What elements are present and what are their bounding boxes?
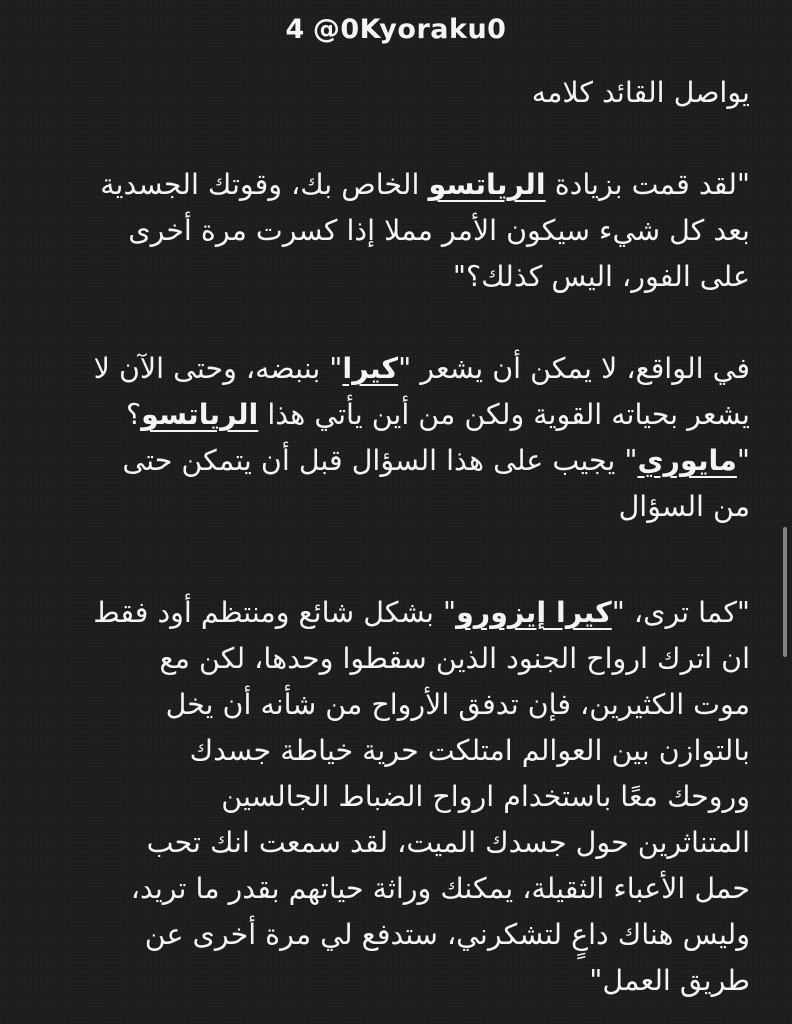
text-line [60, 590, 750, 636]
text-line: حمل الأعباء الثقيلة، يمكنك وراثة حياتهم بقدر ما تريد، [130, 872, 750, 905]
text-segment: " بشكل شائع ومنتظم أود فقط [93, 596, 457, 629]
note-body[interactable] [60, 70, 750, 1004]
text-line [60, 438, 750, 484]
text-line: من السؤال [618, 490, 750, 523]
page-number: 4 [285, 14, 305, 45]
text-line: على الفور، اليس كذلك؟" [452, 260, 750, 293]
text-segment: ؟ [125, 398, 142, 431]
text-line: ان اترك ارواح الجنود الذين سقطوا وحدها، لكن مع [159, 642, 750, 675]
author-handle: @0Kyoraku0 [312, 14, 507, 45]
text-line: المتناثرين حول جسدك الميت، لقد سمعت انك تحب [146, 826, 750, 859]
paragraph-gap [60, 116, 750, 162]
text-line: بالتوازن بين العوالم امتلكت حرية خياطة جسدك [189, 734, 750, 767]
paragraph-3 [60, 590, 750, 1004]
text-segment: " يجيب على هذا السؤال قبل أن يتمكن حتى [122, 444, 638, 477]
text-segment: " [736, 444, 750, 477]
name-mayuri: مايوري [637, 444, 737, 477]
paragraph-gap [60, 530, 750, 576]
text-line [60, 162, 750, 208]
text-segment: يشعر بحياته القوية ولكن من أين يأتي هذا [258, 398, 750, 431]
term-reiatsu: الرياتسو [141, 398, 259, 431]
name-kira-izuru: كيرا إيزورو [456, 596, 612, 629]
name-kira: كيرا [342, 352, 399, 385]
paragraph-gap [60, 576, 750, 590]
text-line: وليس هناك داعٍ لتشكرني، ستدفع لي مرة أخرى عن [144, 918, 750, 951]
text-line: وروحك معًا باستخدام ارواح الضباط الجالسين [221, 780, 750, 813]
text-line [60, 392, 750, 438]
intro-line: يواصل القائد كلامه [531, 76, 750, 109]
text-segment: " بنبضه، وحتى الآن لا [93, 352, 343, 385]
term-reiatsu: الرياتسو [428, 168, 546, 201]
paragraph-1 [60, 162, 750, 300]
scrollbar-thumb[interactable] [783, 527, 787, 657]
text-segment: في الواقع، لا يمكن أن يشعر " [398, 352, 750, 385]
text-segment: "كما ترى، " [611, 596, 750, 629]
text-line [60, 346, 750, 392]
text-segment: "لقد قمت بزيادة [545, 168, 750, 201]
paragraph-gap [60, 300, 750, 346]
text-line: موت الكثيرين، فإن تدفق الأرواح من شأنه أن يخل [165, 688, 750, 721]
text-line: طريق العمل" [589, 964, 750, 997]
text-line: بعد كل شيء سيكون الأمر مملا إذا كسرت مرة أخرى [128, 214, 750, 247]
page-header [0, 14, 792, 45]
text-segment: الخاص بك، وقوتك الجسدية [100, 168, 429, 201]
paragraph-2 [60, 346, 750, 530]
